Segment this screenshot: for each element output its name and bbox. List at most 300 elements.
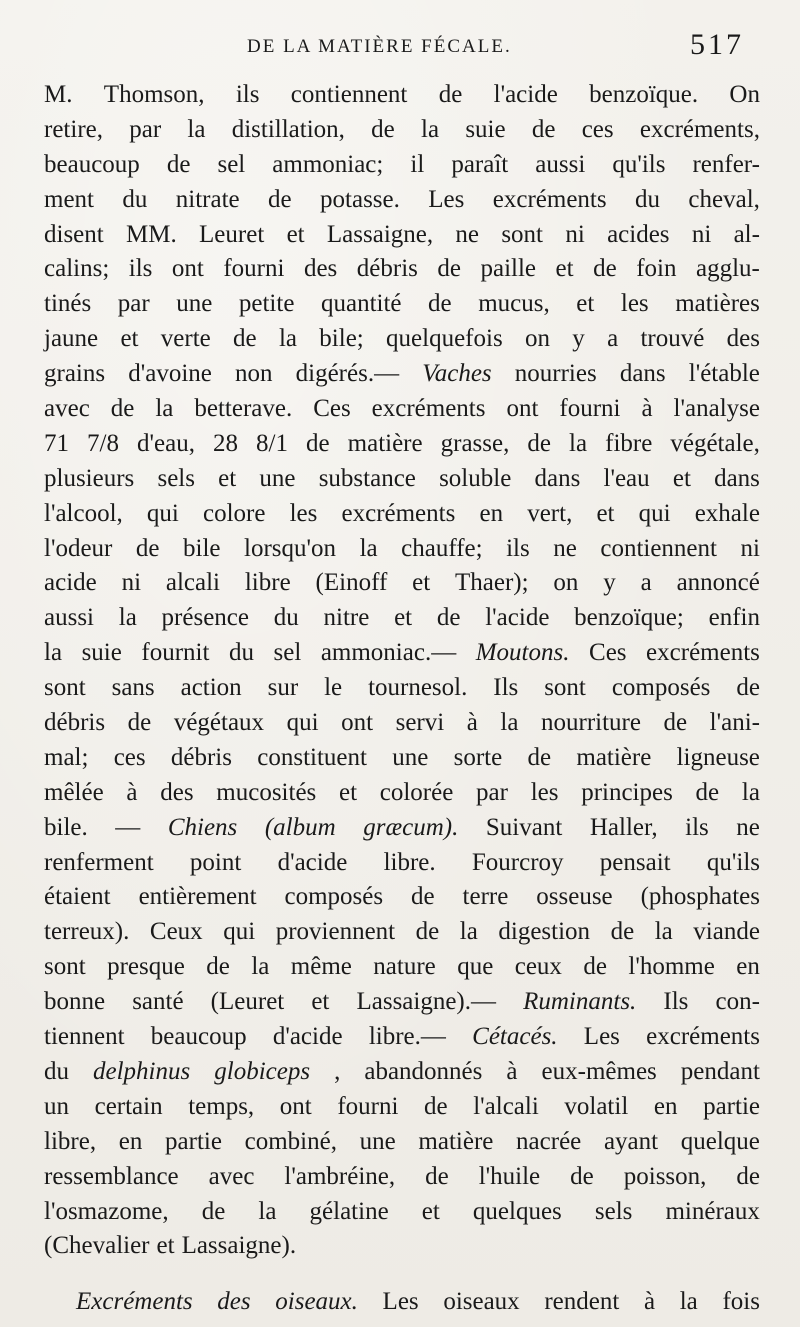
- word: du: [228, 639, 254, 667]
- word: libre: [244, 569, 291, 597]
- word: du: [122, 185, 148, 213]
- word: par: [117, 290, 150, 318]
- word: de: [570, 1162, 594, 1190]
- word: dans: [714, 464, 760, 492]
- word: et: [311, 988, 330, 1016]
- word: grasse,: [440, 429, 510, 457]
- word: à: [466, 709, 478, 737]
- word: pensait: [599, 848, 671, 876]
- word: de: [736, 674, 760, 702]
- word: osseuse: [536, 883, 613, 911]
- text-line: [44, 78, 760, 113]
- word: Ceux: [149, 918, 203, 946]
- word: ressemblance: [44, 1162, 179, 1190]
- word: mêlée: [44, 778, 104, 806]
- text-line: [44, 462, 760, 497]
- word: la: [569, 429, 588, 457]
- word: fournit: [141, 639, 210, 667]
- word: non: [235, 360, 273, 388]
- word: grains: [44, 360, 106, 388]
- text-line: [44, 357, 760, 392]
- word: y: [603, 569, 616, 597]
- word: contiennent: [600, 534, 717, 562]
- word: à: [126, 778, 138, 806]
- word: de: [411, 883, 435, 911]
- word: oiseaux: [443, 1288, 520, 1316]
- word: et: [218, 464, 237, 492]
- word: sont: [501, 220, 544, 248]
- word: l'ani-: [709, 709, 760, 737]
- word: de: [438, 81, 463, 108]
- word: On: [729, 81, 760, 108]
- word: et: [156, 1232, 175, 1260]
- word: par: [476, 778, 508, 806]
- word: de: [371, 115, 395, 143]
- text-line: [44, 741, 760, 776]
- word: débris: [170, 743, 232, 771]
- word: fois: [722, 1288, 760, 1316]
- word: même: [290, 953, 352, 981]
- word: calins;: [44, 255, 110, 283]
- word: qu'ils: [706, 848, 760, 876]
- word: du: [273, 604, 299, 632]
- text-line: [44, 252, 760, 287]
- word: fourni: [559, 395, 621, 423]
- word: Les: [428, 185, 465, 213]
- word: l'huile: [478, 1162, 541, 1190]
- word: 8/1: [256, 429, 288, 457]
- word: ne: [736, 813, 760, 841]
- word: sel: [273, 639, 302, 667]
- word: de: [233, 325, 257, 353]
- word: la: [251, 953, 270, 981]
- word: eux-mêmes: [541, 1057, 657, 1085]
- word: retire,: [44, 115, 103, 143]
- italic-word: Cétacés.: [472, 1023, 558, 1051]
- word: libre.: [383, 848, 436, 876]
- word: acides: [607, 220, 670, 248]
- word: excréments,: [639, 115, 760, 143]
- word: betterave.: [194, 395, 293, 423]
- word: sont: [44, 953, 86, 981]
- word: de: [306, 429, 330, 457]
- word: suie: [81, 639, 122, 667]
- text-line: [44, 148, 760, 183]
- word: Leuret: [199, 220, 265, 248]
- text-line: [44, 322, 760, 357]
- word: annoncé: [676, 569, 760, 597]
- text-line: [44, 1020, 760, 1055]
- word: ammoniac;: [272, 150, 384, 178]
- word: l'acide: [493, 81, 558, 108]
- word: étaient: [44, 883, 111, 911]
- italic-word: Vaches: [422, 360, 492, 388]
- word: un: [44, 1092, 69, 1120]
- word: de: [424, 1092, 448, 1120]
- word: (Einoff: [315, 569, 388, 597]
- word: combiné,: [244, 1127, 337, 1155]
- word: matières: [675, 290, 760, 318]
- word: beaucoup: [44, 150, 140, 178]
- word: libre.—: [368, 1023, 446, 1051]
- word: ment: [44, 185, 94, 213]
- word: la: [654, 918, 673, 946]
- word: de: [527, 743, 552, 771]
- word: et: [339, 778, 358, 806]
- word: matière: [418, 1127, 494, 1155]
- word: partie: [165, 1127, 222, 1155]
- word: l'étable: [688, 360, 760, 388]
- word: ils: [506, 534, 530, 562]
- word: de: [206, 953, 230, 981]
- word: la: [187, 115, 206, 143]
- word: débris: [44, 709, 106, 737]
- word: dans: [619, 360, 666, 388]
- word: les: [289, 499, 318, 527]
- word: certain: [94, 1092, 163, 1120]
- word: l'acide: [485, 604, 550, 632]
- text-line: [44, 1055, 760, 1090]
- word: et: [421, 1197, 440, 1225]
- word: a: [607, 325, 619, 353]
- word: nitre: [323, 604, 370, 632]
- word: jaune: [44, 325, 99, 353]
- text-line: [44, 1125, 760, 1160]
- word: tinés: [44, 290, 92, 318]
- word: la: [679, 1288, 698, 1316]
- word: l'homme: [628, 953, 715, 981]
- word: de: [527, 429, 552, 457]
- word: trouvé: [640, 325, 705, 353]
- word: mucus,: [478, 290, 550, 318]
- word: l'ambréine,: [284, 1162, 396, 1190]
- word: ils: [235, 81, 260, 108]
- word: ceux: [514, 953, 562, 981]
- word: contiennent: [290, 81, 408, 108]
- text-line: [44, 915, 760, 950]
- word: excréments: [646, 639, 760, 667]
- word: sorte: [453, 743, 503, 771]
- word: l'alcool,: [44, 499, 123, 527]
- word: (Leuret: [210, 988, 285, 1016]
- word: de: [415, 918, 440, 946]
- word: de: [428, 290, 452, 318]
- word: sur: [267, 674, 299, 702]
- italic-word: des: [217, 1288, 251, 1316]
- word: présence: [161, 604, 249, 632]
- word: l'eau: [603, 464, 650, 492]
- text-line: [44, 427, 760, 462]
- word: de: [201, 1197, 226, 1225]
- word: et: [286, 220, 305, 248]
- word: abandonnés: [364, 1057, 483, 1085]
- word: de: [166, 150, 191, 178]
- word: Haller,: [589, 813, 658, 841]
- word: ni: [740, 534, 760, 562]
- word: poisson,: [623, 1162, 707, 1190]
- word: de: [610, 918, 635, 946]
- word: Lassaigne).—: [356, 988, 497, 1016]
- word: sel: [217, 150, 246, 178]
- word: à: [641, 395, 653, 423]
- word: en: [118, 1127, 143, 1155]
- word: ont: [341, 709, 374, 737]
- word: matière: [347, 429, 423, 457]
- word: ne: [553, 534, 577, 562]
- word: ont: [279, 1092, 312, 1120]
- word: de: [695, 778, 720, 806]
- word: Thomson,: [103, 81, 205, 108]
- word: (phosphates: [640, 883, 760, 911]
- word: y: [572, 325, 585, 353]
- word: bile.: [44, 813, 88, 841]
- word: de: [436, 604, 461, 632]
- word: de: [736, 1162, 760, 1190]
- word: de: [531, 115, 556, 143]
- text-line: [44, 880, 760, 915]
- word: de: [425, 1162, 449, 1190]
- word: débris: [356, 255, 418, 283]
- word: disent: [44, 220, 104, 248]
- word: Ils: [493, 674, 519, 702]
- word: nourries: [514, 360, 597, 388]
- word: Les: [583, 1023, 620, 1051]
- word: foin: [636, 255, 677, 283]
- word: qui: [146, 499, 179, 527]
- word: d'acide: [277, 848, 348, 876]
- word: ces: [581, 115, 614, 143]
- word: —: [115, 813, 141, 841]
- text-line: [44, 1160, 760, 1195]
- word: mucosités: [216, 778, 317, 806]
- word: libre,: [44, 1127, 97, 1155]
- word: pendant: [680, 1057, 760, 1085]
- word: du: [44, 1057, 69, 1085]
- word: benzoïque;: [574, 604, 684, 632]
- word: la: [258, 1197, 277, 1225]
- word: entièrement: [138, 883, 257, 911]
- text-line: [44, 636, 760, 671]
- word: l'alcali: [473, 1092, 539, 1120]
- word: d'avoine: [128, 360, 212, 388]
- text-line: [44, 706, 760, 741]
- word: temps,: [188, 1092, 255, 1120]
- text-line: [44, 532, 760, 567]
- word: tournesol.: [368, 674, 468, 702]
- word: ammoniac.—: [320, 639, 457, 667]
- word: l'osmazome,: [44, 1197, 169, 1225]
- word: acide: [44, 569, 97, 597]
- word: digérés.—: [295, 360, 400, 388]
- word: ligneuse: [676, 743, 760, 771]
- word: Fourcroy: [471, 848, 564, 876]
- word: et: [555, 255, 574, 283]
- word: excréments: [371, 395, 486, 423]
- word: et: [672, 464, 691, 492]
- word: substance: [318, 464, 416, 492]
- word: 7/8: [87, 429, 119, 457]
- word: exhale: [694, 499, 760, 527]
- word: ni: [691, 220, 712, 248]
- word: nature: [373, 953, 436, 981]
- word: gélatine: [309, 1197, 389, 1225]
- word: excréments: [492, 185, 607, 213]
- word: con-: [715, 988, 760, 1016]
- word: excréments: [646, 1023, 760, 1051]
- word: une: [176, 290, 213, 318]
- word: la: [359, 534, 378, 562]
- word: M.: [44, 81, 73, 108]
- word: matière: [576, 743, 652, 771]
- word: on: [553, 569, 579, 597]
- paragraph-gap: [44, 1264, 760, 1285]
- word: distillation,: [231, 115, 345, 143]
- word: bile: [183, 534, 221, 562]
- word: alcali: [165, 569, 221, 597]
- word: Ces: [313, 395, 351, 423]
- text-line: [44, 183, 760, 218]
- word: des: [726, 325, 760, 353]
- word: ,: [334, 1057, 341, 1085]
- word: composés: [611, 674, 711, 702]
- word: ayant: [603, 1127, 659, 1155]
- word: al-: [733, 220, 760, 248]
- text-line: [44, 1229, 760, 1264]
- word: composés: [284, 883, 384, 911]
- word: sels: [594, 1197, 633, 1225]
- italic-word: Moutons.: [475, 639, 570, 667]
- word: tiennent: [44, 1023, 125, 1051]
- word: MM.: [126, 220, 177, 248]
- italic-word: Ruminants.: [523, 988, 637, 1016]
- word: sont: [44, 674, 86, 702]
- italic-word: (album: [264, 813, 336, 841]
- word: Thaer);: [455, 569, 529, 597]
- word: nacrée: [516, 1127, 582, 1155]
- word: et: [394, 604, 413, 632]
- word: d'eau,: [137, 429, 195, 457]
- text-line: [44, 1285, 760, 1320]
- word: point: [189, 848, 242, 876]
- word: à: [506, 1057, 518, 1085]
- word: bile;: [319, 325, 364, 353]
- word: de: [127, 709, 152, 737]
- page-number: 517: [690, 28, 744, 61]
- word: ni: [121, 569, 142, 597]
- word: quelque: [680, 1127, 760, 1155]
- word: enfin: [708, 604, 760, 632]
- text-line: [44, 1195, 760, 1230]
- word: ces: [113, 743, 146, 771]
- word: chauffe;: [401, 534, 483, 562]
- word: le: [324, 674, 343, 702]
- running-head: [0, 28, 800, 68]
- word: sont: [544, 674, 586, 702]
- word: de: [268, 185, 292, 213]
- word: verte: [160, 325, 211, 353]
- word: ils: [685, 813, 709, 841]
- word: par: [129, 115, 162, 143]
- word: de: [437, 255, 461, 283]
- word: minéraux: [665, 1197, 760, 1225]
- word: en: [736, 953, 760, 981]
- text-line: [44, 392, 760, 427]
- word: de: [663, 709, 688, 737]
- word: mal;: [44, 743, 89, 771]
- word: principes: [581, 778, 673, 806]
- word: agglu-: [695, 255, 760, 283]
- word: ne: [455, 220, 480, 248]
- word: vert,: [527, 499, 573, 527]
- italic-word: oiseaux.: [275, 1288, 358, 1316]
- text-line: [44, 497, 760, 532]
- word: lorsqu'on: [244, 534, 337, 562]
- word: volatil: [564, 1092, 629, 1120]
- word: fourni: [223, 255, 285, 283]
- word: quantité: [320, 290, 402, 318]
- word: la: [500, 709, 519, 737]
- word: terreux).: [44, 918, 130, 946]
- word: sans: [111, 674, 155, 702]
- word: qui: [286, 709, 319, 737]
- word: aussi: [44, 604, 94, 632]
- text-line: [44, 776, 760, 811]
- word: la: [421, 115, 440, 143]
- word: végétaux: [173, 709, 265, 737]
- word: de: [593, 255, 617, 283]
- word: l'odeur: [44, 534, 113, 562]
- word: 28: [213, 429, 238, 457]
- word: l'analyse: [673, 395, 760, 423]
- word: dans: [534, 464, 581, 492]
- word: partie: [703, 1092, 760, 1120]
- text-line: [44, 1090, 760, 1125]
- word: en: [479, 499, 504, 527]
- word: ont: [506, 395, 539, 423]
- word: on: [524, 325, 550, 353]
- word: Lassaigne).: [181, 1232, 297, 1260]
- word: Ils: [663, 988, 689, 1016]
- text-line: [44, 113, 760, 148]
- text-line: [44, 566, 760, 601]
- word: avec: [44, 395, 90, 423]
- word: colorée: [379, 778, 454, 806]
- text-line: [44, 601, 760, 636]
- word: qu'ils: [612, 150, 666, 178]
- word: une: [259, 464, 296, 492]
- word: la: [155, 395, 174, 423]
- word: du: [635, 185, 661, 213]
- word: ni: [565, 220, 585, 248]
- word: ils: [128, 255, 153, 283]
- word: Les: [382, 1288, 419, 1316]
- word: les: [530, 778, 559, 806]
- word: viande: [693, 918, 760, 946]
- word: et: [576, 290, 595, 318]
- word: benzoïque.: [589, 81, 699, 108]
- word: paraît: [451, 150, 509, 178]
- italic-word: Excréments: [76, 1288, 193, 1316]
- word: quelquefois: [386, 325, 503, 353]
- text-line: [44, 846, 760, 881]
- word: constituent: [257, 743, 367, 771]
- word: et: [596, 499, 615, 527]
- word: excréments: [341, 499, 456, 527]
- word: fourni: [337, 1092, 399, 1120]
- word: qui: [638, 499, 671, 527]
- word: la: [459, 918, 478, 946]
- word: ont: [171, 255, 204, 283]
